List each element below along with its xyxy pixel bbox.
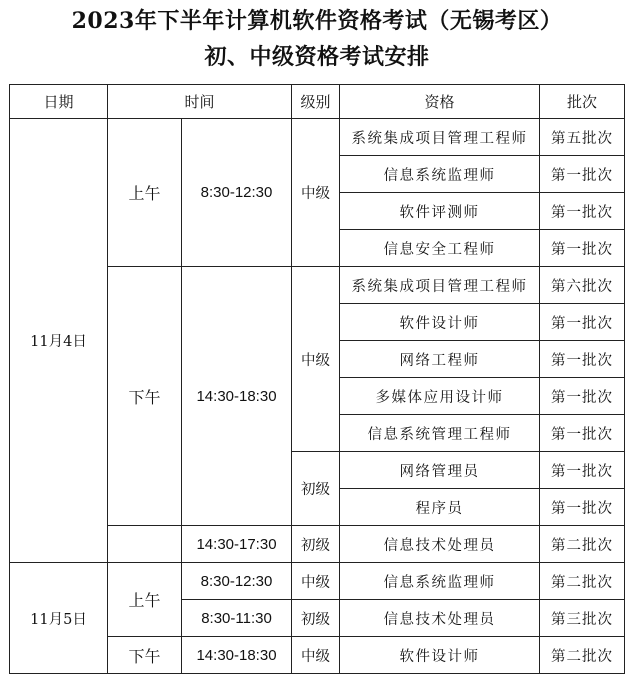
batch-cell: 第一批次 xyxy=(540,378,625,415)
qualification-cell: 信息技术处理员 xyxy=(340,526,540,563)
batch-cell: 第一批次 xyxy=(540,193,625,230)
level-cell: 中级 xyxy=(292,267,340,452)
header-date: 日期 xyxy=(10,85,108,119)
header-row xyxy=(10,85,625,119)
qualification-cell: 系统集成项目管理工程师 xyxy=(340,119,540,156)
qualification-cell: 网络工程师 xyxy=(340,341,540,378)
level-cell: 中级 xyxy=(292,637,340,674)
time-cell: 8:30-12:30 xyxy=(182,119,292,267)
time-cell: 14:30-17:30 xyxy=(182,526,292,563)
batch-cell: 第三批次 xyxy=(540,600,625,637)
session-cell xyxy=(108,526,182,563)
table-row xyxy=(10,119,625,156)
level-cell: 初级 xyxy=(292,452,340,526)
level-cell: 中级 xyxy=(292,119,340,267)
qualification-cell: 信息系统管理工程师 xyxy=(340,415,540,452)
batch-cell: 第二批次 xyxy=(540,563,625,600)
qualification-cell: 程序员 xyxy=(340,489,540,526)
qualification-cell: 软件设计师 xyxy=(340,637,540,674)
qualification-cell: 信息系统监理师 xyxy=(340,563,540,600)
page-title-line1: 2023年下半年计算机软件资格考试（无锡考区） xyxy=(71,8,563,34)
batch-cell: 第一批次 xyxy=(540,341,625,378)
session-cell: 下午 xyxy=(108,267,182,526)
level-cell: 初级 xyxy=(292,526,340,563)
session-cell: 上午 xyxy=(108,563,182,637)
page-title-line2: 初、中级资格考试安排 xyxy=(204,44,430,70)
date-cell: 11月5日 xyxy=(10,563,108,674)
header-qualification: 资格 xyxy=(340,85,540,119)
batch-cell: 第五批次 xyxy=(540,119,625,156)
header-batch: 批次 xyxy=(540,85,625,119)
header-time: 时间 xyxy=(108,85,292,119)
time-cell: 14:30-18:30 xyxy=(182,637,292,674)
qualification-cell: 网络管理员 xyxy=(340,452,540,489)
qualification-cell: 软件评测师 xyxy=(340,193,540,230)
qualification-cell: 信息系统监理师 xyxy=(340,156,540,193)
qualification-cell: 系统集成项目管理工程师 xyxy=(340,267,540,304)
qualification-cell: 多媒体应用设计师 xyxy=(340,378,540,415)
level-cell: 中级 xyxy=(292,563,340,600)
table-row xyxy=(10,563,625,600)
qualification-cell: 信息安全工程师 xyxy=(340,230,540,267)
header-level: 级别 xyxy=(292,85,340,119)
qualification-cell: 软件设计师 xyxy=(340,304,540,341)
level-cell: 初级 xyxy=(292,600,340,637)
batch-cell: 第一批次 xyxy=(540,489,625,526)
date-cell: 11月4日 xyxy=(10,119,108,563)
time-cell: 8:30-11:30 xyxy=(182,600,292,637)
time-cell: 8:30-12:30 xyxy=(182,563,292,600)
batch-cell: 第一批次 xyxy=(540,304,625,341)
session-cell: 下午 xyxy=(108,637,182,674)
batch-cell: 第二批次 xyxy=(540,526,625,563)
batch-cell: 第六批次 xyxy=(540,267,625,304)
qualification-cell: 信息技术处理员 xyxy=(340,600,540,637)
batch-cell: 第二批次 xyxy=(540,637,625,674)
exam-schedule-table xyxy=(9,84,625,674)
batch-cell: 第一批次 xyxy=(540,156,625,193)
batch-cell: 第一批次 xyxy=(540,452,625,489)
batch-cell: 第一批次 xyxy=(540,230,625,267)
session-cell: 上午 xyxy=(108,119,182,267)
batch-cell: 第一批次 xyxy=(540,415,625,452)
time-cell: 14:30-18:30 xyxy=(182,267,292,526)
